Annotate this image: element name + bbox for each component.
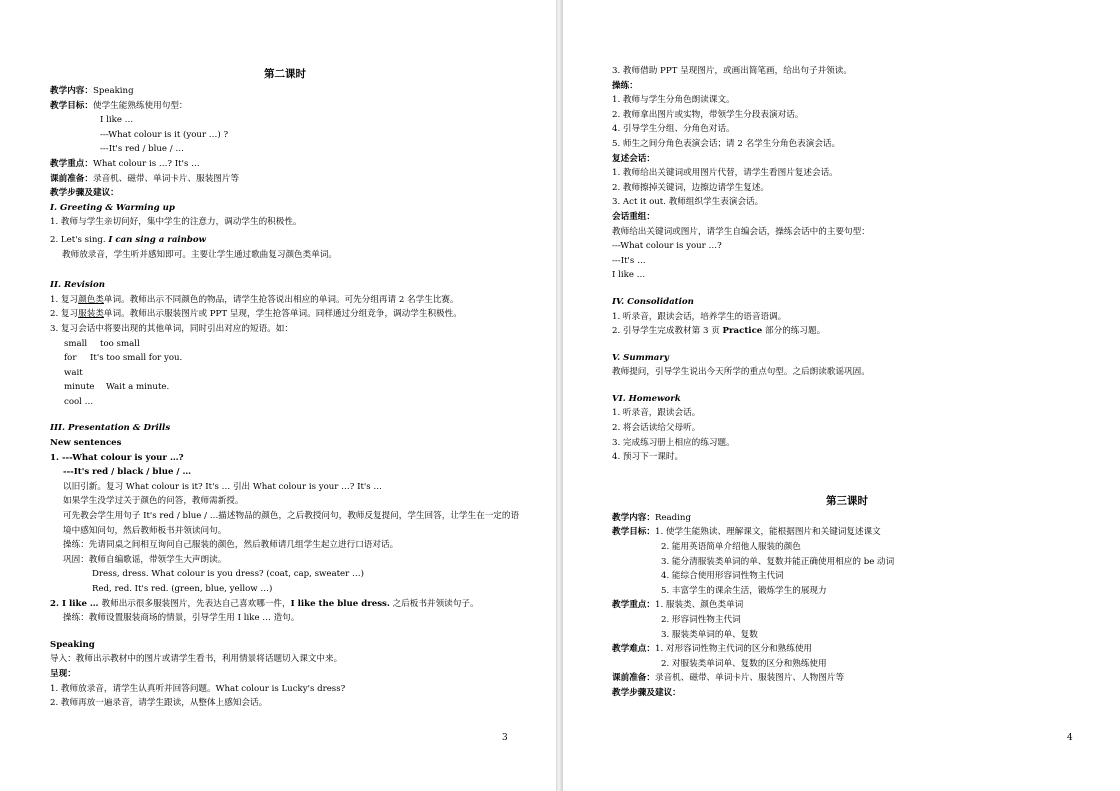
practice-word: Practice bbox=[722, 326, 763, 337]
phrase: It's too small for you. bbox=[90, 353, 183, 364]
key-line bbox=[50, 157, 520, 172]
prep-label: 课前准备： bbox=[50, 173, 93, 184]
present-label: 呈现： bbox=[50, 668, 76, 679]
key-item: 3. 服装类单词的单、复数 bbox=[661, 629, 758, 640]
key-line bbox=[612, 598, 1082, 613]
difficulty-label: 教学难点： bbox=[612, 644, 655, 655]
step-line: 教师放录音，学生听并感知即可。主要让学生通过歌曲复习颜色类单词。 bbox=[62, 249, 338, 260]
prep-value: 录音机、磁带、单词卡片、服装图片、人物图片等 bbox=[654, 673, 845, 684]
difficulty-item: 2. 对服装类单词单、复数的区分和熟练使用 bbox=[661, 658, 827, 669]
sentence-answer: ---It's red / black / blue / … bbox=[63, 467, 192, 478]
section-heading: I. Greeting & Warming up bbox=[50, 202, 175, 213]
phrase: too small bbox=[100, 338, 140, 349]
step-text: 单词。教师出示不同颜色的物品，请学生抢答说出相应的单词。可先分组再请 2 名学生比赛。 bbox=[103, 294, 459, 305]
sentence-item: 1. ---What colour is your …? bbox=[50, 452, 184, 463]
word-row bbox=[50, 380, 520, 395]
step-line bbox=[50, 307, 520, 322]
dialogue-line: I like … bbox=[612, 270, 646, 281]
new-sentences-label: New sentences bbox=[50, 438, 122, 449]
word-row bbox=[50, 351, 520, 366]
prep-value: 录音机、磁带、单词卡片、服装图片等 bbox=[92, 173, 240, 184]
step-line bbox=[612, 324, 1082, 339]
goal-item: 2. 能用英语简单介绍他人服装的颜色 bbox=[661, 542, 801, 553]
page-3-text bbox=[50, 64, 520, 711]
sentence-label: 2. I like … bbox=[50, 598, 102, 609]
step-line: 如果学生没学过关于颜色的问答，教师需新授。 bbox=[63, 496, 244, 507]
section-heading: II. Revision bbox=[50, 280, 105, 291]
dialogue-line: ---It's … bbox=[612, 255, 646, 266]
section-heading: III. Presentation & Drills bbox=[50, 423, 171, 434]
lesson-title: 第二课时 bbox=[264, 68, 306, 80]
step-line: 3. 完成练习册上相应的练习题。 bbox=[612, 437, 735, 448]
step-line: 1. 教师放录音，请学生认真听并回答问题。What colour is Lucky's dress? bbox=[50, 683, 346, 694]
goal-item: 4. 能综合使用形容词性物主代词 bbox=[661, 571, 784, 582]
difficulty-item: 1. 对形容词性物主代词的区分和熟练使用 bbox=[654, 644, 813, 655]
goal-item: 3. 能分清服装类单词的单、复数并能正确使用相应的 be 动词 bbox=[661, 556, 895, 567]
step-line: 2. 将会话读给父母听。 bbox=[612, 423, 701, 434]
prep-line bbox=[612, 671, 1082, 686]
goal-value: 使学生能熟练使用句型： bbox=[92, 100, 188, 111]
goal-sentence: ---It's red / blue / … bbox=[100, 144, 184, 155]
step-line: 5. 师生之间分角色表演会话；请 2 名学生分角色表演会话。 bbox=[612, 138, 841, 149]
example-sentence: I like the blue dress. bbox=[290, 598, 390, 609]
step-line: 1. 听录音，跟读会话，培养学生的语音语调。 bbox=[612, 311, 787, 322]
word: for bbox=[64, 353, 77, 364]
word-row bbox=[50, 395, 520, 410]
dialogue-line: ---What colour is your …? bbox=[612, 241, 722, 252]
step-text-underlined: 颜色类 bbox=[78, 294, 104, 305]
key-item: 2. 形容词性物主代词 bbox=[661, 615, 741, 625]
word: wait bbox=[64, 367, 83, 378]
page-3 bbox=[0, 0, 556, 791]
page-number: 4 bbox=[1067, 733, 1073, 743]
step-line: 巩固：教师自编歌谣，带领学生大声朗读。 bbox=[63, 554, 227, 565]
chant-line: Red, red. It's red. (green, blue, yellow …) bbox=[92, 584, 273, 594]
step-line: 4. 预习下一课时。 bbox=[612, 452, 684, 463]
steps-label: 教学步骤及建议： bbox=[50, 188, 119, 199]
step-line: 操练：先请同桌之间相互询问自己服装的颜色，然后教师请几组学生起立进行口语对话。 bbox=[63, 540, 399, 551]
step-text: 2. 引导学生完成教材第 3 页 bbox=[612, 326, 723, 337]
goal-item: 5. 丰富学生的课余生活，锻炼学生的展现力 bbox=[661, 585, 827, 596]
step-text-underlined: 服装类 bbox=[78, 309, 104, 320]
rebuild-label: 会话重组： bbox=[612, 211, 655, 222]
prep-line bbox=[50, 172, 520, 187]
retell-label: 复述会话： bbox=[612, 153, 655, 164]
step-line: 以旧引新。复习 What colour is it? It's … 引出 What colour is your …? It's … bbox=[63, 481, 383, 492]
phrase: Wait a minute. bbox=[106, 382, 170, 393]
chant-line: Dress, dress. What colour is you dress? (coat, cap, sweater …) bbox=[92, 569, 364, 580]
steps-label: 教学步骤及建议： bbox=[612, 687, 681, 698]
step-line: 1. 教师与学生亲切问好，集中学生的注意力，调动学生的积极性。 bbox=[50, 217, 302, 228]
goal-label: 教学目标： bbox=[612, 527, 655, 538]
content-line bbox=[50, 84, 520, 99]
step-line: 2. 教师擦掉关键词，边擦边请学生复述。 bbox=[612, 182, 770, 193]
key-item: 1. 服装类、颜色类单词 bbox=[654, 600, 744, 611]
step-line: 2. 教师再放一遍录音，请学生跟读，从整体上感知会话。 bbox=[50, 698, 268, 709]
goal-item: 1. 使学生能熟读、理解课文，能根据图片和关键词复述课文 bbox=[654, 527, 881, 538]
word: cool … bbox=[64, 396, 94, 407]
key-label: 教学重点： bbox=[50, 158, 93, 169]
key-value: What colour is …? It's … bbox=[92, 158, 200, 169]
step-line: 4. 引导学生分组、分角色对话。 bbox=[612, 124, 735, 135]
page-gutter bbox=[556, 0, 563, 791]
word: small bbox=[64, 338, 88, 349]
section-heading: VI. Homework bbox=[612, 393, 681, 404]
word-row bbox=[50, 366, 520, 381]
step-line: 教师给出关键词或图片，请学生自编会话，操练会话中的主要句型： bbox=[612, 226, 870, 237]
section-heading: V. Summary bbox=[612, 352, 669, 363]
sing-label: 2. Let's sing. bbox=[50, 234, 109, 245]
step-text: 部分的练习题。 bbox=[762, 326, 826, 337]
difficulty-line bbox=[612, 642, 1082, 657]
step-text: 1. 复习 bbox=[50, 294, 79, 305]
step-line: 2. 教师拿出图片或实物，带领学生分段表演对话。 bbox=[612, 109, 804, 120]
goal-sentence: ---What colour is it (your …) ? bbox=[100, 129, 229, 140]
word: minute bbox=[64, 382, 95, 393]
section-heading: IV. Consolidation bbox=[612, 296, 694, 307]
step-line: 导入：教师出示教材中的图片或请学生看书，利用情景将话题切入课文中来。 bbox=[50, 654, 343, 665]
key-label: 教学重点： bbox=[612, 600, 655, 611]
goal-line bbox=[50, 99, 520, 114]
content-value: Speaking bbox=[92, 86, 134, 96]
goal-label: 教学目标： bbox=[50, 100, 93, 111]
step-line: 1. 教师给出关键词或用图片代替，请学生看图片复述会话。 bbox=[612, 168, 838, 179]
content-line bbox=[612, 511, 1082, 526]
page-number: 3 bbox=[502, 733, 508, 743]
lesson-title: 第三课时 bbox=[826, 494, 868, 507]
content-value: Reading bbox=[654, 512, 691, 523]
word-row bbox=[50, 337, 520, 352]
content-label: 教学内容： bbox=[612, 512, 655, 523]
step-text: 2. 复习 bbox=[50, 309, 79, 320]
content-label: 教学内容： bbox=[50, 86, 93, 96]
step-text: 教师出示很多服装图片，先表达自己喜欢哪一件， bbox=[101, 598, 291, 609]
step-line: 1. 听录音，跟读会话。 bbox=[612, 408, 701, 419]
song-title: I can sing a rainbow bbox=[108, 234, 207, 245]
practice-label: 操练： bbox=[612, 80, 638, 91]
step-line bbox=[50, 293, 520, 308]
prep-label: 课前准备： bbox=[612, 673, 655, 684]
step-line: 3. 复习会话中将要出现的其他单词，同时引出对应的短语。如： bbox=[50, 323, 293, 334]
step-line: 3. 教师借助 PPT 呈现图片，或画出简笔画，给出句子并领读。 bbox=[612, 66, 852, 76]
step-text: 单词。教师出示服装图片或 PPT 呈现，学生抢答单词。同样通过分组竞争，调动学生积极性。 bbox=[103, 309, 462, 320]
speaking-heading: Speaking bbox=[50, 639, 95, 650]
sentence-item bbox=[50, 597, 520, 612]
step-paragraph: 可先教会学生用句子 It's red / blue / …描述物品的颜色，之后教授问句，教师反复提问，学生回答，让学生在一定的语境中感知问句，然后教师板书并领读问句。 bbox=[63, 511, 520, 536]
step-line: 操练：教师设置服装商场的情景，引导学生用 I like … 造句。 bbox=[63, 613, 300, 624]
page-4-text bbox=[612, 64, 1082, 701]
goal-line bbox=[612, 525, 1082, 540]
page-4 bbox=[563, 0, 1120, 791]
goal-sentence: I like … bbox=[100, 115, 134, 126]
step-line: 1. 教师与学生分角色朗读课文。 bbox=[612, 95, 735, 106]
step-line: 3. Act it out. 教师组织学生表演会话。 bbox=[612, 197, 764, 208]
step-line: 教师提问，引导学生说出今天所学的重点句型。之后朗读歌谣巩固。 bbox=[612, 367, 870, 378]
step-text: 之后板书并领读句子。 bbox=[389, 598, 479, 609]
step-line bbox=[50, 233, 520, 248]
